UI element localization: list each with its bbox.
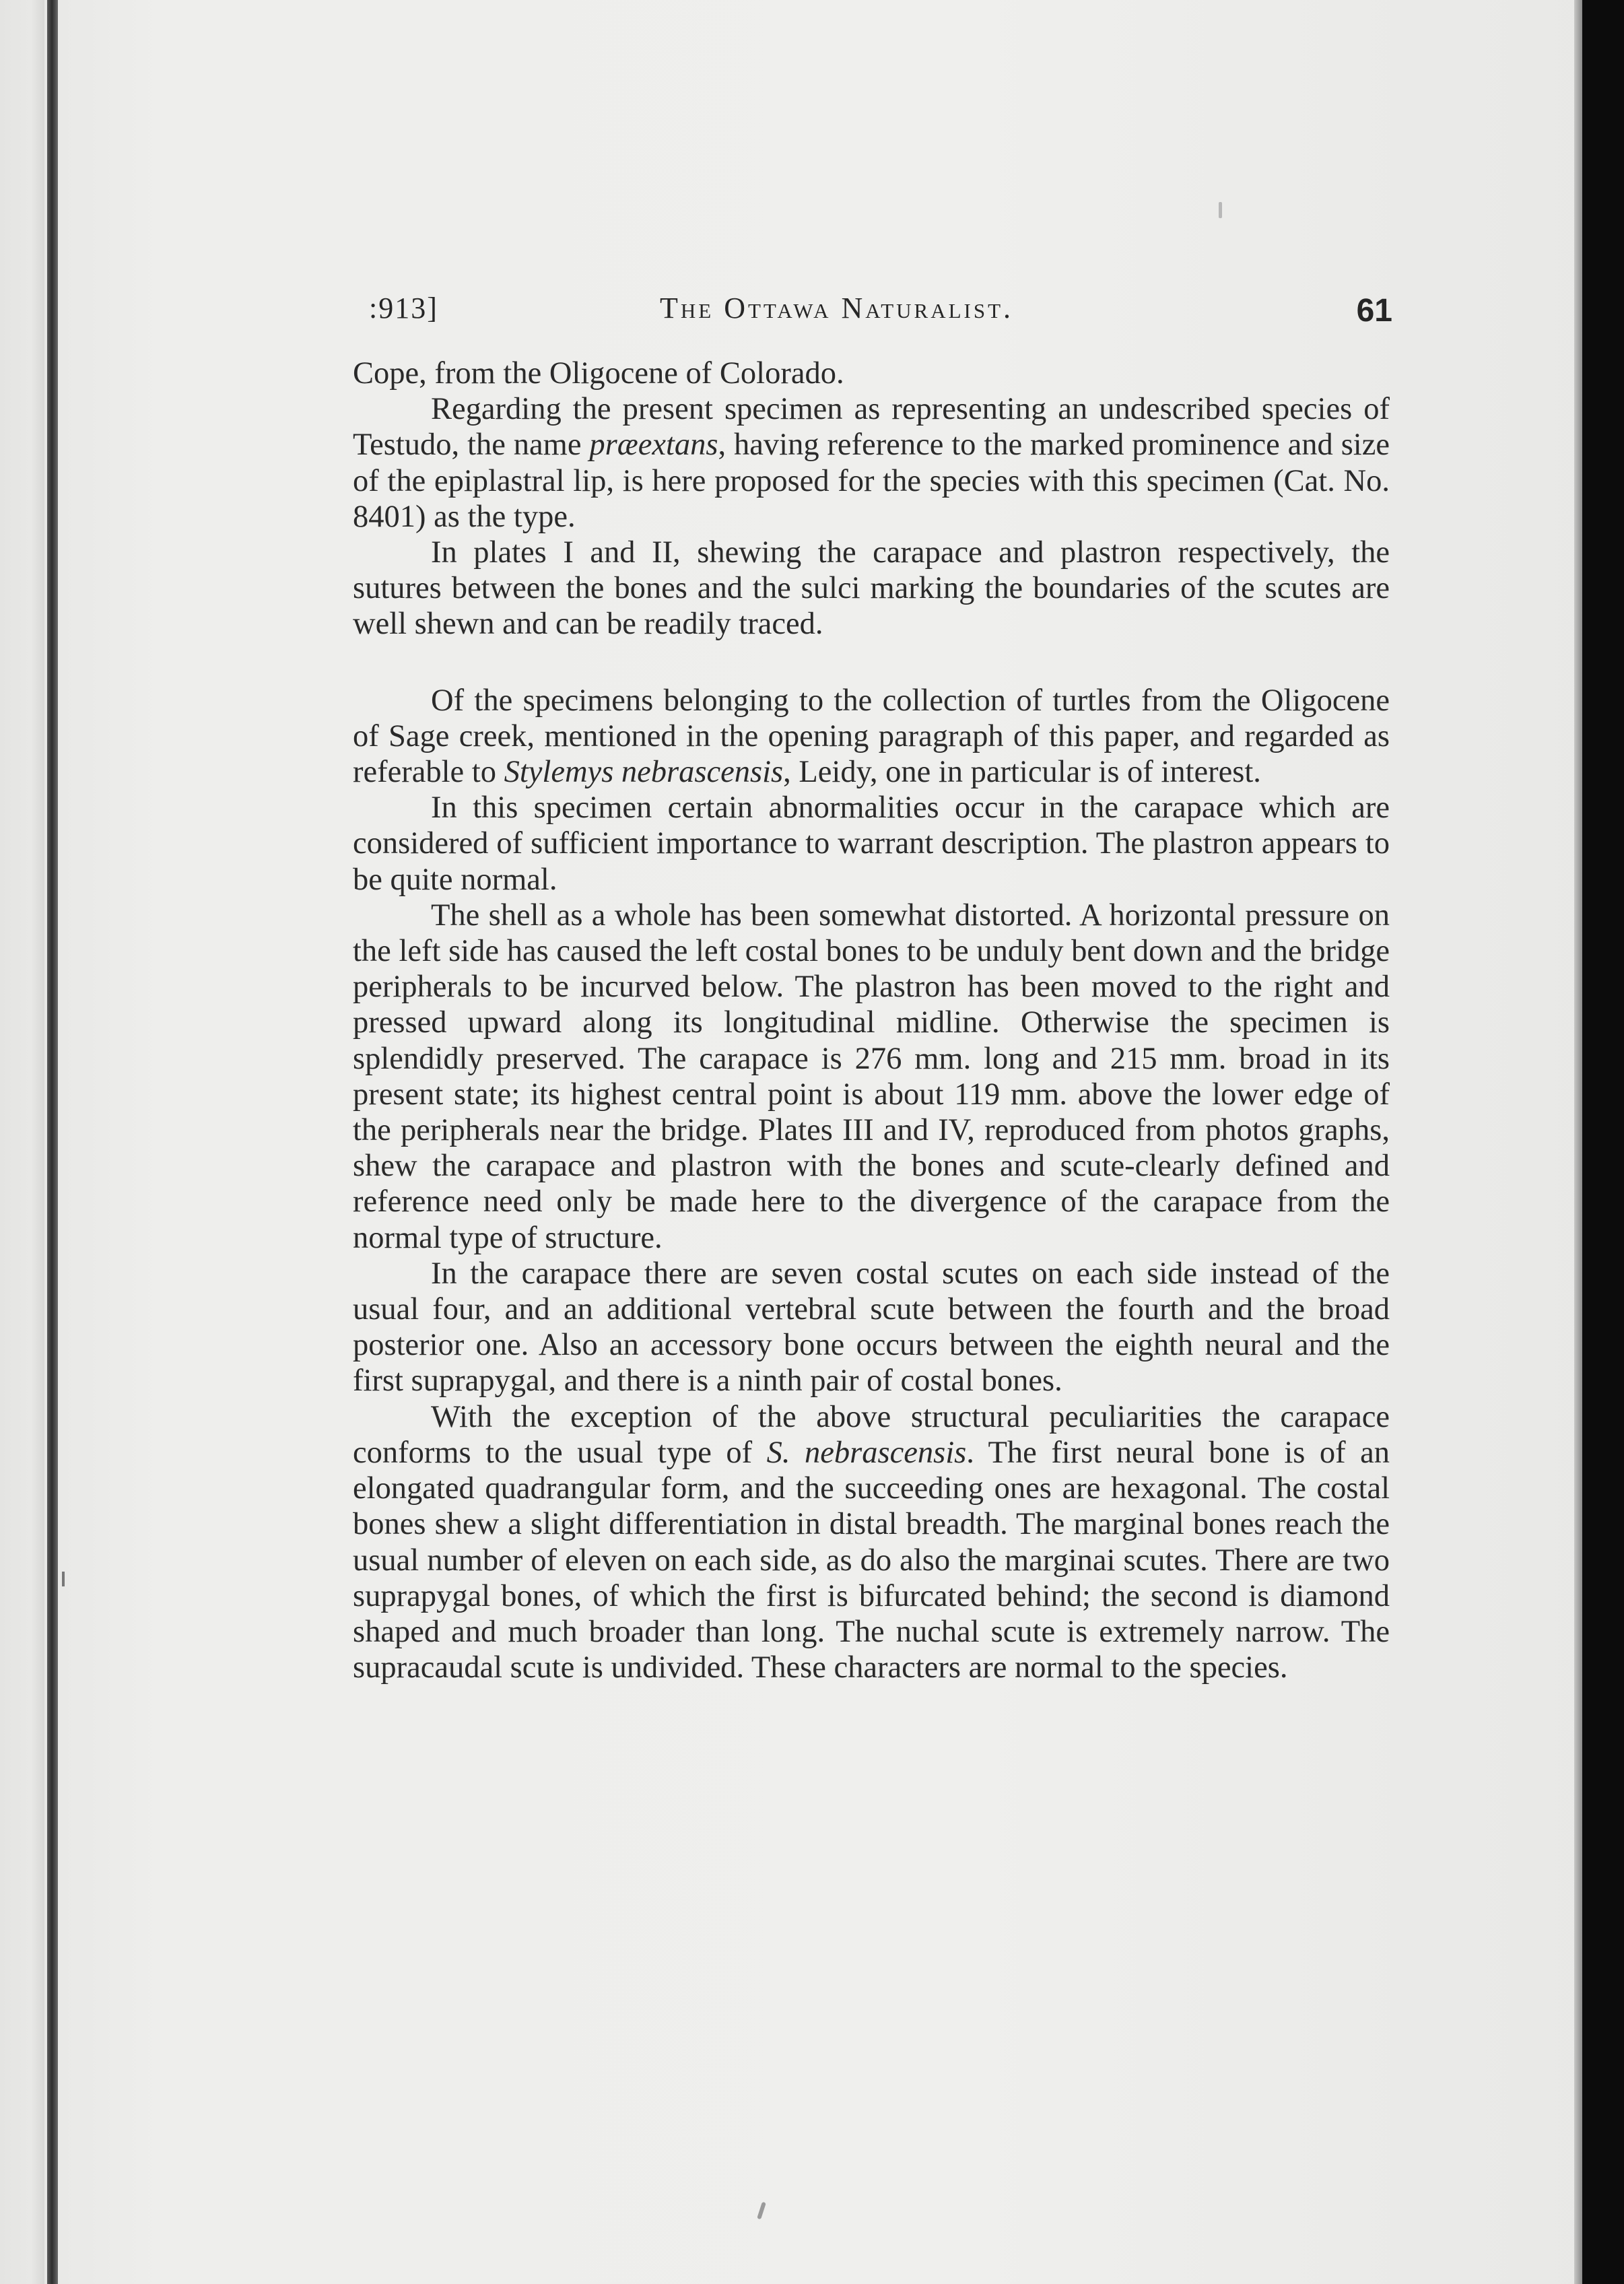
binding-edge-line bbox=[47, 0, 58, 2284]
paragraph-text: With the exception of the above structural peculiarities the carapace conforms to the usual type of bbox=[353, 1399, 1390, 1470]
left-page-margin bbox=[0, 0, 44, 2284]
paragraph bbox=[353, 391, 1390, 535]
body-text bbox=[353, 356, 1390, 1685]
running-header bbox=[369, 291, 1392, 345]
journal-title: The Ottawa Naturalist. bbox=[660, 292, 1014, 325]
paragraph-text: In the carapace there are seven costal scutes on each side instead of the usual four, and an additional vertebral scute between the fourth and the broad posterior one. Also an accessory bone occurs between the eighth neural and the first suprapygal, and there is a ninth pair of costal bones. bbox=[353, 1256, 1390, 1399]
species-name: præextans bbox=[589, 428, 718, 463]
paragraph-text: , having reference to the marked prominence and size of the epiplastral lip, is here proposed for the species with this specimen (Cat. No. 8401) as the type. bbox=[353, 428, 1390, 534]
paragraph-text: , Leidy, one in particular is of interest. bbox=[783, 755, 1261, 790]
paragraph bbox=[353, 790, 1390, 898]
paragraph-text: . The first neural bone is of an elongated quadrangular form, and the succeeding ones are hexagonal. The costal bones shew a slight differentiation in distal breadth. The marginal bones reach the usual number of eleven on each side, as do also the marginai scutes. There are two suprapygal bones, of which the first is bifurcated behind; the second is diamond shaped and much broader than long. The nuchal scute is extremely narrow. The supracaudal scute is undivided. These characters are normal to the species. bbox=[353, 1435, 1390, 1685]
paragraph-text: In this specimen certain abnormalities occur in the carapace which are considered of sufficient importance to warrant description. The plastron appears to be quite normal. bbox=[353, 791, 1390, 897]
paragraph-text: Cope, from the Oligocene of Colorado. bbox=[353, 356, 844, 391]
paragraph bbox=[353, 1256, 1390, 1399]
volume-year: :913] bbox=[369, 292, 438, 325]
page-number: 61 bbox=[1356, 293, 1392, 329]
paragraph bbox=[353, 535, 1390, 642]
paragraph bbox=[353, 1399, 1390, 1686]
paragraph-text: Of the specimens belonging to the collection of turtles from the Oligocene of Sage creek, mentioned in the opening paragraph of this paper, and regarded as referable to bbox=[353, 683, 1390, 790]
scan-speck bbox=[62, 1572, 65, 1586]
right-scan-border bbox=[1582, 0, 1624, 2284]
paragraph-text: Regarding the present specimen as representing an undescribed species of Testudo, the name bbox=[353, 392, 1390, 463]
scan-speck bbox=[757, 2202, 766, 2220]
paragraph bbox=[353, 356, 1390, 391]
species-name: Stylemys nebrascensis bbox=[504, 755, 784, 790]
paragraph bbox=[353, 683, 1390, 791]
species-name: S. nebrascensis bbox=[766, 1435, 967, 1470]
paragraph bbox=[353, 898, 1390, 1256]
scan-speck bbox=[1219, 202, 1222, 218]
paragraph-text: In plates I and II, shewing the carapace and plastron respectively, the sutures between the bones and the sulci marking the boundaries of the scutes are well shewn and can be readily traced. bbox=[353, 535, 1390, 642]
right-edge-shadow bbox=[1574, 0, 1582, 2284]
paragraph-text: The shell as a whole has been somewhat distorted. A horizontal pressure on the left side has caused the left costal bones to be unduly bent down and the bridge peripherals to be incurved below. The plastron has been moved to the right and pressed upward along its longitudinal midline. Otherwise the specimen is splendidly preserved. The carapace is 276 mm. long and 215 mm. broad in its present state; its highest central point is about 119 mm. above the lower edge of the peripherals near the bridge. Plates III and IV, reproduced from photos graphs, shew the carapace and plastron with the bones and scute-clearly defined and reference need only be made here to the divergence of the carapace from the normal type of structure. bbox=[353, 898, 1390, 1255]
